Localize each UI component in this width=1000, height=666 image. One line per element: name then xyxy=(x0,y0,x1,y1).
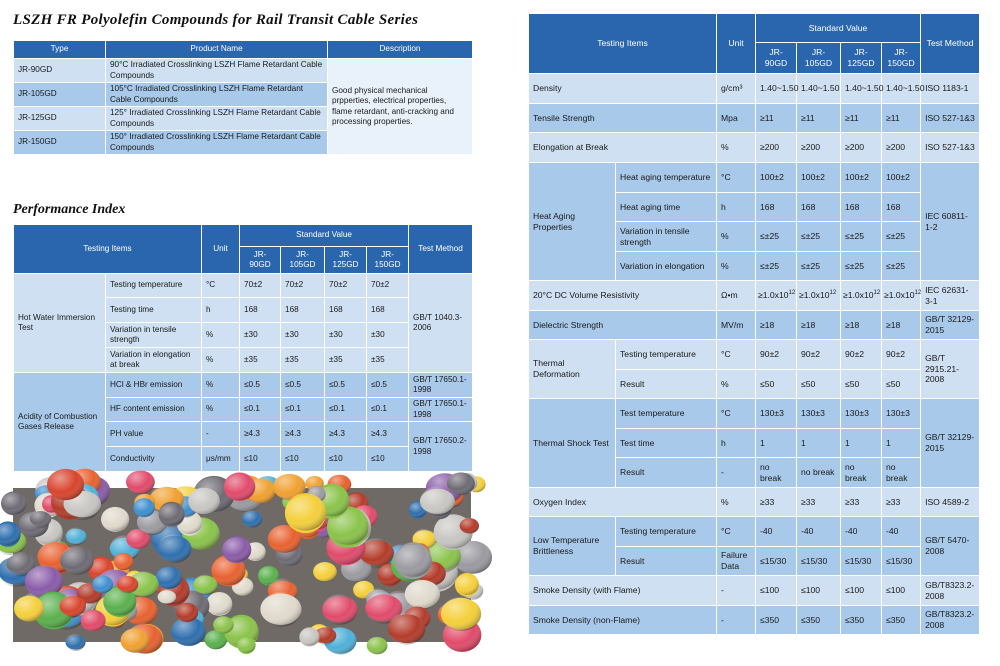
unit-cell: - xyxy=(717,458,756,488)
pellets-image xyxy=(13,488,471,642)
value-cell: ≤15/30 xyxy=(756,547,797,576)
unit-cell: - xyxy=(717,576,756,606)
value-cell: ≤±25 xyxy=(756,252,797,281)
product-table xyxy=(13,40,473,155)
grade-header: JR-105GD xyxy=(281,247,325,274)
value-cell: ≥4.3 xyxy=(325,422,367,447)
testing-items-header: Testing Items xyxy=(529,14,717,74)
value-cell: 1 xyxy=(797,429,841,458)
pellet-shade xyxy=(117,575,138,593)
value-cell: ±30 xyxy=(240,323,281,348)
item-cell: Variation in tensile strength xyxy=(616,222,717,252)
value-cell: ≥4.3 xyxy=(240,422,281,447)
value-cell: ≤50 xyxy=(797,370,841,399)
value-cell: ≤100 xyxy=(797,576,841,606)
item-cell: Testing time xyxy=(106,298,202,323)
value-cell: ±30 xyxy=(325,323,367,348)
value-cell: 70±2 xyxy=(240,274,281,298)
value-cell: no break xyxy=(882,458,921,488)
product-name-cell: 105°C Irradiated Crosslinking LSZH Flame Retardant Cable Compounds xyxy=(106,83,328,107)
value-cell: 1 xyxy=(882,429,921,458)
pellet-shade xyxy=(447,471,475,495)
item-cell: Result xyxy=(616,370,717,399)
value-cell: ≥4.3 xyxy=(281,422,325,447)
table-row xyxy=(529,399,980,429)
value-cell: 1.40~1.50 xyxy=(797,74,841,104)
pellet-shade xyxy=(101,507,129,531)
value-cell: ≤350 xyxy=(797,606,841,635)
value-cell: ≤±25 xyxy=(841,252,882,281)
table-row xyxy=(529,340,980,370)
group-label: Heat Aging Properties xyxy=(529,163,616,281)
value-cell: 90±2 xyxy=(841,340,882,370)
standard-value-header: Standard Value xyxy=(756,14,921,43)
value-cell: -40 xyxy=(756,517,797,547)
pellet-shade xyxy=(92,575,113,593)
value-cell: ≤±25 xyxy=(797,222,841,252)
pellet-shade xyxy=(237,637,255,653)
value-cell: 168 xyxy=(240,298,281,323)
pellet-shade xyxy=(159,503,185,525)
value-cell: ≤0.5 xyxy=(367,373,409,398)
value-cell: ≤0.1 xyxy=(367,398,409,422)
value-cell: ≤0.1 xyxy=(240,398,281,422)
unit-header: Unit xyxy=(202,225,240,274)
value-cell: ≤±25 xyxy=(841,222,882,252)
item-cell: PH value xyxy=(106,422,202,447)
method-cell: ISO 527-1&3 xyxy=(921,104,980,133)
method-cell: GB/T 17650.2-1998 xyxy=(409,422,473,472)
value-text: ≥1.0x10 xyxy=(843,290,874,301)
pellet-shade xyxy=(313,562,337,582)
grade-header: JR-125GD xyxy=(325,247,367,274)
unit-cell: % xyxy=(717,222,756,252)
method-cell: GB/T 2915.21-2008 xyxy=(921,340,980,399)
grade-header: JR-150GD xyxy=(367,247,409,274)
value-cell: ≥200 xyxy=(841,133,882,163)
pellet-shade xyxy=(213,616,234,633)
item-cell: Smoke Density (with Flame) xyxy=(529,576,717,606)
value-cell: 90±2 xyxy=(797,340,841,370)
unit-cell: °C xyxy=(717,340,756,370)
value-cell: ±35 xyxy=(281,348,325,373)
value-cell: ≥200 xyxy=(797,133,841,163)
unit-cell: - xyxy=(717,606,756,635)
value-cell: 1 xyxy=(841,429,882,458)
value-cell: ≤0.5 xyxy=(325,373,367,398)
value-cell: ≥33 xyxy=(841,488,882,517)
value-cell: ≤15/30 xyxy=(882,547,921,576)
test-method-header: Test Method xyxy=(409,225,473,274)
value-cell xyxy=(882,281,921,311)
method-cell: ISO 4589-2 xyxy=(921,488,980,517)
method-cell: ISO 527-1&3 xyxy=(921,133,980,163)
unit-cell: °C xyxy=(717,517,756,547)
method-cell: GB/T8323.2-2008 xyxy=(921,576,980,606)
value-cell: ≤±25 xyxy=(882,222,921,252)
pellet-shade xyxy=(14,596,44,621)
value-cell: ≤±25 xyxy=(882,252,921,281)
item-cell: Density xyxy=(529,74,717,104)
unit-cell: °C xyxy=(202,274,240,298)
method-cell: GB/T 1040.3-2006 xyxy=(409,274,473,373)
value-cell: ≤50 xyxy=(841,370,882,399)
pellet-shade xyxy=(1,492,27,514)
value-cell: 168 xyxy=(367,298,409,323)
value-cell: 1.40~1.50 xyxy=(756,74,797,104)
unit-cell: h xyxy=(202,298,240,323)
unit-cell: - xyxy=(202,422,240,447)
unit-cell: % xyxy=(202,323,240,348)
value-exponent: 12 xyxy=(788,290,796,297)
table-row xyxy=(529,163,980,193)
table-row xyxy=(14,373,473,398)
table-row xyxy=(529,576,980,606)
left-performance-table xyxy=(13,224,473,472)
value-cell: 100±2 xyxy=(882,163,921,193)
value-cell: ≥18 xyxy=(756,311,797,340)
left-performance-wrap xyxy=(13,224,473,472)
value-cell: ≤100 xyxy=(756,576,797,606)
value-cell: 130±3 xyxy=(841,399,882,429)
value-cell: -40 xyxy=(797,517,841,547)
pellet-shade xyxy=(420,486,455,516)
method-cell: IEC 62631-3-1 xyxy=(921,281,980,311)
value-cell: ≥33 xyxy=(797,488,841,517)
value-cell: ≥33 xyxy=(882,488,921,517)
unit-cell: Failure Data xyxy=(717,547,756,576)
unit-cell: h xyxy=(717,193,756,222)
value-text: ≥1.0x10 xyxy=(884,290,915,301)
description-cell: Good physical mechanical prpperties, electrical properties, flame retardant, anti-cracking and processing properties. xyxy=(328,59,473,155)
pellet-shade xyxy=(158,589,177,605)
value-cell: ≤350 xyxy=(841,606,882,635)
value-cell: no break xyxy=(841,458,882,488)
value-cell: ≤50 xyxy=(756,370,797,399)
value-cell: no break xyxy=(797,458,841,488)
value-cell xyxy=(841,281,882,311)
unit-cell: μs/mm xyxy=(202,447,240,472)
unit-cell: % xyxy=(202,348,240,373)
pellet-shade xyxy=(460,518,479,534)
value-cell: ≤350 xyxy=(756,606,797,635)
value-cell: ≤±25 xyxy=(756,222,797,252)
pellet-shade xyxy=(322,594,358,624)
value-cell: ≤10 xyxy=(240,447,281,472)
table-row xyxy=(529,74,980,104)
value-cell: ≥11 xyxy=(841,104,882,133)
value-cell: ≤15/30 xyxy=(841,547,882,576)
value-cell: 130±3 xyxy=(756,399,797,429)
test-method-header: Test Method xyxy=(921,14,980,74)
pellet-shade xyxy=(441,597,481,631)
item-cell: Conductivity xyxy=(106,447,202,472)
value-exponent: 12 xyxy=(873,290,881,297)
method-cell: GB/T 32129-2015 xyxy=(921,399,980,488)
value-cell: ≤10 xyxy=(325,447,367,472)
pellet-shade xyxy=(367,637,388,655)
group-label: Thermal Deformation xyxy=(529,340,616,399)
value-cell: ±35 xyxy=(367,348,409,373)
unit-header: Unit xyxy=(717,14,756,74)
unit-cell: Mpa xyxy=(717,104,756,133)
value-cell: 168 xyxy=(756,193,797,222)
value-text: ≥1.0x10 xyxy=(758,290,789,301)
method-cell: IEC 60811-1-2 xyxy=(921,163,980,281)
pellet-shade xyxy=(66,528,87,546)
value-cell: ±35 xyxy=(240,348,281,373)
item-cell: Testing temperature xyxy=(616,340,717,370)
unit-cell: Ω•m xyxy=(717,281,756,311)
value-cell: 90±2 xyxy=(756,340,797,370)
unit-cell: g/cm³ xyxy=(717,74,756,104)
table-row xyxy=(14,59,473,83)
value-cell: 100±2 xyxy=(797,163,841,193)
pellet-shade xyxy=(158,534,192,563)
group-label: Thermal Shock Test xyxy=(529,399,616,488)
value-exponent: 12 xyxy=(914,290,922,297)
item-cell: Tensile Strength xyxy=(529,104,717,133)
pellet-shade xyxy=(299,628,319,645)
pellet-shade xyxy=(206,593,232,615)
product-name-cell: 125° Irradiated Crosslinking LSZH Flame Retardant Cable Compounds xyxy=(106,107,328,131)
pellet-shade xyxy=(405,579,440,609)
grade-header: JR-125GD xyxy=(841,43,882,74)
type-cell: JR-150GD xyxy=(14,131,106,155)
table-row xyxy=(529,606,980,635)
pellet-shade xyxy=(81,610,106,631)
value-cell: 168 xyxy=(797,193,841,222)
page-title: LSZH FR Polyolefin Compounds for Rail Transit Cable Series xyxy=(13,12,419,28)
item-cell: HF content emission xyxy=(106,398,202,422)
value-cell: ≤10 xyxy=(281,447,325,472)
item-cell: Result xyxy=(616,547,717,576)
item-cell: Elongation at Break xyxy=(529,133,717,163)
value-exponent: 12 xyxy=(829,290,837,297)
pellet-shade xyxy=(134,499,155,517)
group-label: Hot Water Immersion Test xyxy=(14,274,106,373)
value-cell: 168 xyxy=(841,193,882,222)
pellet-shade xyxy=(193,575,217,595)
unit-cell: % xyxy=(202,373,240,398)
product-table-wrap xyxy=(13,40,473,155)
product-name-cell: 90°C Irradiated Crosslinking LSZH Flame Retardant Cable Compounds xyxy=(106,59,328,83)
method-cell: GB/T 32129-2015 xyxy=(921,311,980,340)
value-cell: ≤0.5 xyxy=(281,373,325,398)
value-cell: 168 xyxy=(281,298,325,323)
grade-header: JR-105GD xyxy=(797,43,841,74)
item-cell: Test time xyxy=(616,429,717,458)
method-cell: GB/T8323.2-2008 xyxy=(921,606,980,635)
value-cell: 1.40~1.50 xyxy=(841,74,882,104)
value-cell: ±30 xyxy=(367,323,409,348)
value-cell: ≤±25 xyxy=(797,252,841,281)
value-cell: ≥11 xyxy=(797,104,841,133)
method-cell: GB/T 17650.1-1998 xyxy=(409,398,473,422)
value-cell: 70±2 xyxy=(281,274,325,298)
pellet-shade xyxy=(285,496,326,531)
unit-cell: % xyxy=(717,488,756,517)
value-cell: ≥18 xyxy=(797,311,841,340)
pellet-shade xyxy=(394,545,432,577)
item-cell: HCl & HBr emission xyxy=(106,373,202,398)
value-cell: -40 xyxy=(841,517,882,547)
grade-header: JR-90GD xyxy=(240,247,281,274)
value-cell: 70±2 xyxy=(325,274,367,298)
value-cell: ±35 xyxy=(325,348,367,373)
value-cell: ≤15/30 xyxy=(797,547,841,576)
value-cell: 100±2 xyxy=(841,163,882,193)
unit-cell: °C xyxy=(717,163,756,193)
testing-items-header: Testing Items xyxy=(14,225,202,274)
pellet-shade xyxy=(224,473,256,500)
item-cell: Testing temperature xyxy=(616,517,717,547)
col-type-header: Type xyxy=(14,41,106,59)
value-cell: ≥11 xyxy=(756,104,797,133)
value-cell: 100±2 xyxy=(756,163,797,193)
group-label: Acidity of Combustion Gases Release xyxy=(14,373,106,472)
value-cell: ≥33 xyxy=(756,488,797,517)
group-label: Low Temperature Brittleness xyxy=(529,517,616,576)
col-description-header: Description xyxy=(328,41,473,59)
right-performance-wrap xyxy=(528,13,980,635)
table-row xyxy=(529,517,980,547)
pellet-shade xyxy=(114,553,134,570)
table-row xyxy=(529,104,980,133)
item-cell: Test temperature xyxy=(616,399,717,429)
method-cell: ISO 1183-1 xyxy=(921,74,980,104)
table-row xyxy=(529,488,980,517)
value-cell: ≤0.1 xyxy=(325,398,367,422)
pellets-photo xyxy=(13,488,471,642)
type-cell: JR-125GD xyxy=(14,107,106,131)
value-cell: ≥11 xyxy=(882,104,921,133)
table-row xyxy=(14,274,473,298)
item-cell: Variation in elongation xyxy=(616,252,717,281)
pellet-shade xyxy=(455,575,479,595)
table-row xyxy=(529,281,980,311)
pellet-shade xyxy=(47,469,84,500)
value-cell: 130±3 xyxy=(797,399,841,429)
item-cell: Variation in elongation at break xyxy=(106,348,202,373)
method-cell: GB/T 17650.1-1998 xyxy=(409,373,473,398)
pellet-shade xyxy=(126,470,155,494)
value-cell xyxy=(797,281,841,311)
value-cell: ≤100 xyxy=(841,576,882,606)
value-cell: ≥200 xyxy=(882,133,921,163)
item-cell: Smoke Density (non-Flame) xyxy=(529,606,717,635)
value-cell: 168 xyxy=(325,298,367,323)
item-cell: Dielectric Strength xyxy=(529,311,717,340)
pellet-shade xyxy=(60,546,94,575)
col-product-name-header: Product Name xyxy=(106,41,328,59)
value-cell: 168 xyxy=(882,193,921,222)
value-cell: ≥18 xyxy=(882,311,921,340)
pellet-shade xyxy=(242,510,262,527)
grade-header: JR-150GD xyxy=(882,43,921,74)
value-cell: 130±3 xyxy=(882,399,921,429)
value-text: ≥1.0x10 xyxy=(799,290,830,301)
value-cell xyxy=(756,281,797,311)
value-cell: ≤100 xyxy=(882,576,921,606)
unit-cell: MV/m xyxy=(717,311,756,340)
unit-cell: °C xyxy=(717,399,756,429)
item-cell: Testing temperature xyxy=(106,274,202,298)
value-cell: ≤0.5 xyxy=(240,373,281,398)
item-cell: Result xyxy=(616,458,717,488)
table-row xyxy=(529,311,980,340)
type-cell: JR-105GD xyxy=(14,83,106,107)
pellet-shade xyxy=(156,567,182,589)
pellet-shade xyxy=(388,613,425,645)
pellet-shade xyxy=(188,487,220,514)
item-cell: 20°C DC Volume Resistivity xyxy=(529,281,717,311)
unit-cell: % xyxy=(717,370,756,399)
value-cell: ≤10 xyxy=(367,447,409,472)
item-cell: Variation in tensile strength xyxy=(106,323,202,348)
value-cell: ≥4.3 xyxy=(367,422,409,447)
table-row xyxy=(529,133,980,163)
value-cell: 1.40~1.50 xyxy=(882,74,921,104)
value-cell: ≥18 xyxy=(841,311,882,340)
item-cell: Heat aging temperature xyxy=(616,163,717,193)
product-name-cell: 150° Irradiated Crosslinking LSZH Flame Retardant Cable Compounds xyxy=(106,131,328,155)
pellet-shade xyxy=(260,592,301,627)
unit-cell: % xyxy=(717,133,756,163)
item-cell: Heat aging time xyxy=(616,193,717,222)
pellet-shade xyxy=(60,595,86,617)
type-cell: JR-90GD xyxy=(14,59,106,83)
value-cell: ≥200 xyxy=(756,133,797,163)
unit-cell: h xyxy=(717,429,756,458)
unit-cell: % xyxy=(202,398,240,422)
value-cell: 1 xyxy=(756,429,797,458)
unit-cell: % xyxy=(717,252,756,281)
pellet-shade xyxy=(121,628,150,652)
value-cell: -40 xyxy=(882,517,921,547)
value-cell: no break xyxy=(756,458,797,488)
value-cell: 90±2 xyxy=(882,340,921,370)
right-performance-table xyxy=(528,13,980,635)
item-cell: Oxygen Index xyxy=(529,488,717,517)
pellet-shade xyxy=(66,634,86,651)
value-cell: ≤0.1 xyxy=(281,398,325,422)
standard-value-header: Standard Value xyxy=(240,225,409,247)
value-cell: ±30 xyxy=(281,323,325,348)
value-cell: ≤350 xyxy=(882,606,921,635)
method-cell: GB/T 5470-2008 xyxy=(921,517,980,576)
pellet-shade xyxy=(176,603,198,622)
value-cell: 70±2 xyxy=(367,274,409,298)
value-cell: ≤50 xyxy=(882,370,921,399)
pellet-shade xyxy=(30,509,52,527)
grade-header: JR-90GD xyxy=(756,43,797,74)
performance-title: Performance Index xyxy=(13,202,126,217)
pellet-shade xyxy=(222,537,251,562)
